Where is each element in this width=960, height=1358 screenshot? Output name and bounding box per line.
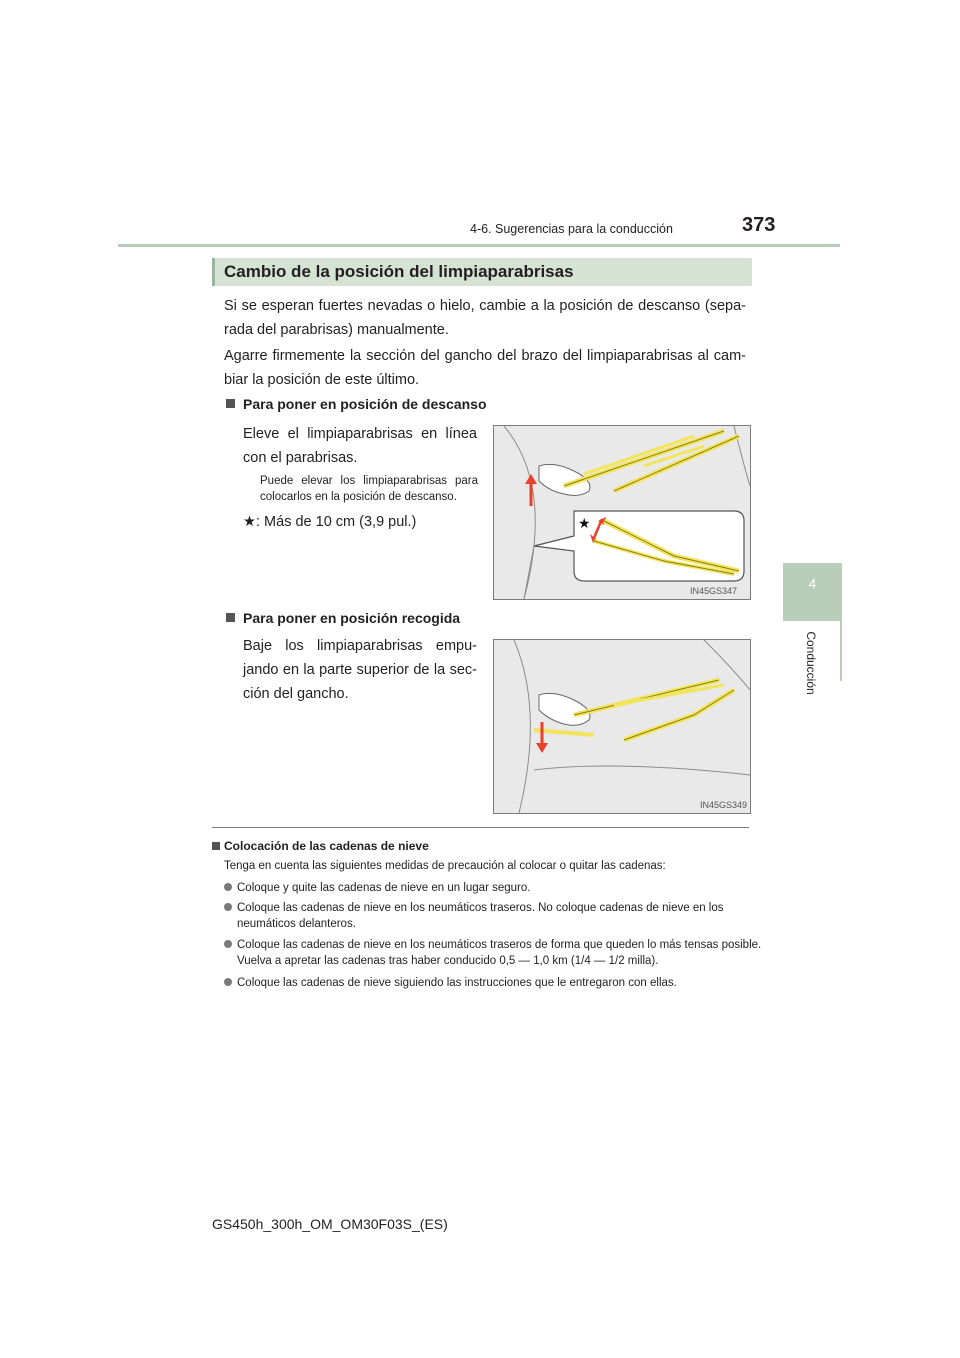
rest-position-heading-text: Para poner en posición de descanso <box>243 396 487 412</box>
square-bullet-icon <box>226 399 235 408</box>
retracted-position-heading <box>226 610 460 626</box>
circle-bullet-icon <box>224 978 232 986</box>
circle-bullet-icon <box>224 940 232 948</box>
intro-paragraph-2: Agarre firmemente la sección del gancho del brazo del limpiaparabrisas al cam-biar la posición de este último. <box>224 348 746 388</box>
svg-text:★: ★ <box>578 516 591 532</box>
header-section-title: 4-6. Sugerencias para la conducción <box>470 222 673 236</box>
section-title: Cambio de la posición del limpiaparabrisas <box>224 262 574 281</box>
rest-position-figure <box>493 425 751 600</box>
retracted-position-text: Baje los limpiaparabrisas empu-jando en la parte superior de la sec-ción del gancho. <box>243 638 477 702</box>
snow-chains-item <box>224 937 762 969</box>
chapter-tab-line <box>840 621 842 681</box>
snow-chains-item-text: Coloque y quite las cadenas de nieve en un lugar seguro. <box>237 882 531 894</box>
chapter-label <box>800 630 822 702</box>
section-divider <box>212 827 749 828</box>
page-number: 373 <box>742 214 776 236</box>
circle-bullet-icon <box>224 903 232 911</box>
chapter-number: 4 <box>808 576 817 591</box>
snow-chains-item-text: Coloque las cadenas de nieve en los neumáticos traseros de forma que queden lo más tensas posible. Vuelva a apretar las cadenas tras haber conducido 0,5 — 1,0 km (1/4 — 1/2 milla). <box>237 939 762 967</box>
wiper-rest-illustration <box>494 426 750 599</box>
snow-chains-item-text: Coloque las cadenas de nieve en los neumáticos traseros. No coloque cadenas de nieve en los neumáticos delanteros. <box>237 902 724 930</box>
star-icon: ★ <box>243 514 256 530</box>
snow-chains-item-text: Coloque las cadenas de nieve siguiendo las instrucciones que le entregaron con ellas. <box>237 977 677 989</box>
square-bullet-icon <box>226 613 235 622</box>
wiper-retract-illustration <box>494 640 750 813</box>
snow-chains-item <box>224 900 762 932</box>
snow-chains-heading <box>212 838 429 854</box>
rest-position-measure <box>243 510 416 534</box>
chapter-tab <box>783 563 842 621</box>
intro-paragraph-1: Si se esperan fuertes nevadas o hielo, cambie a la posición de descanso (sepa-rada del parabrisas) manualmente. <box>224 298 746 338</box>
snow-chains-intro: Tenga en cuenta las siguientes medidas de precaución al colocar o quitar las cadenas: <box>224 860 666 872</box>
rest-position-measure-text: : Más de 10 cm (3,9 pul.) <box>256 514 417 530</box>
retracted-position-figure <box>493 639 751 814</box>
snow-chains-item <box>224 975 749 991</box>
square-bullet-icon <box>212 842 220 850</box>
rest-position-note: Puede elevar los limpiaparabrisas para colocarlos en la posición de descanso. <box>260 475 478 503</box>
retracted-position-heading-text: Para poner en posición recogida <box>243 610 461 626</box>
snow-chains-heading-text: Colocación de las cadenas de nieve <box>224 839 429 853</box>
header-rule <box>118 244 840 247</box>
document-code-footer: GS450h_300h_OM_OM30F03S_(ES) <box>212 1216 448 1232</box>
figure-code: IN45GS349 <box>700 800 748 810</box>
circle-bullet-icon <box>224 883 232 891</box>
rest-position-heading <box>226 396 487 412</box>
rest-position-text: Eleve el limpiaparabrisas en línea con el parabrisas. <box>243 426 477 466</box>
snow-chains-item <box>224 880 749 896</box>
chapter-label-text: Conducción <box>804 631 818 695</box>
figure-code: IN45GS347 <box>690 586 738 596</box>
